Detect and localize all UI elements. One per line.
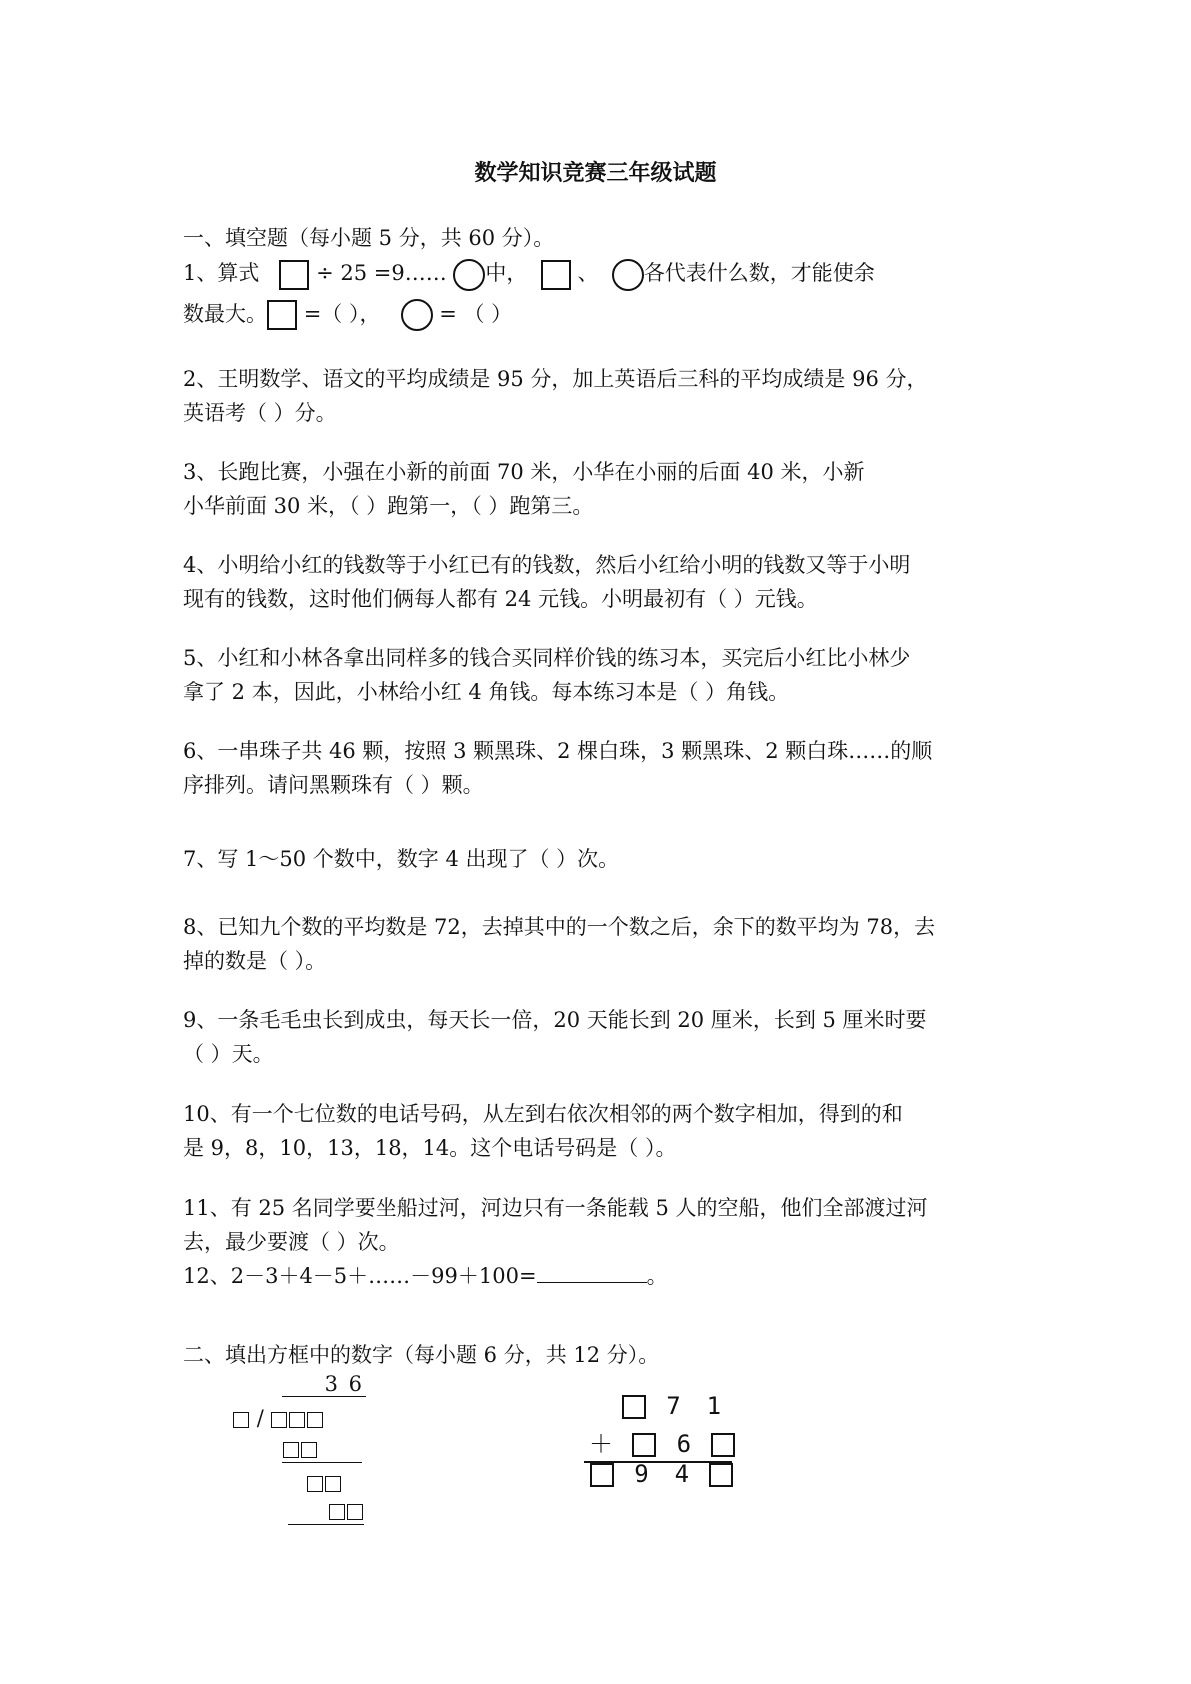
answer-box[interactable] [301,1442,317,1458]
answer-box[interactable] [541,260,571,290]
q1-text-a: 1、算式 [183,261,260,285]
answer-box[interactable] [289,1412,305,1428]
question-8 [183,910,1023,978]
answer-circle[interactable] [612,259,644,291]
question-line: 3、长跑比赛，小强在小新的前面 70 米，小华在小丽的后面 40 米，小新 [183,460,865,484]
q12-text: 12、2－3＋4－5＋……－99＋100= [183,1264,537,1288]
question-line: 小华前面 30 米，（ ）跑第一，（ ）跑第三。 [183,494,594,518]
answer-box[interactable] [279,260,309,290]
division-step-3 [288,1498,364,1525]
q1-text-g: =（ ）， [303,301,381,326]
question-line: 序排列。请问黑颗珠有（ ）颗。 [183,773,484,797]
question-line: 8、已知九个数的平均数是 72，去掉其中的一个数之后，余下的数平均为 78，去 [183,915,936,939]
q12-end: 。 [646,1264,668,1288]
question-11 [183,1191,1023,1259]
q1-text-f: 数最大。 [183,301,267,326]
addition-digit: 1 [706,1392,722,1420]
answer-box[interactable] [233,1412,249,1428]
question-line: 掉的数是（ ）。 [183,949,327,973]
answer-box[interactable] [283,1442,299,1458]
question-10 [183,1097,1023,1165]
addition-digit: 6 [676,1430,692,1458]
answer-box[interactable] [329,1504,345,1520]
question-line: 2、王明数学、语文的平均成绩是 95 分，加上英语后三科的平均成绩是 96 分， [183,367,928,391]
section-heading-fill-boxes: 二、填出方框中的数字（每小题 6 分，共 12 分）。 [183,1343,660,1367]
division-dividend-row [232,1406,324,1430]
answer-box[interactable] [590,1463,614,1487]
answer-blank[interactable] [537,1262,647,1283]
answer-box[interactable] [307,1476,323,1492]
addition-problem [582,1392,732,1492]
question-7 [183,842,1023,876]
addition-digit: 4 [674,1460,690,1488]
question-1 [183,256,1023,331]
answer-box[interactable] [632,1433,656,1457]
question-line: 英语考（ ）分。 [183,401,337,425]
division-step-2 [306,1470,342,1494]
question-line: （ ）天。 [183,1042,274,1066]
answer-box[interactable] [325,1476,341,1492]
answer-box[interactable] [347,1504,363,1520]
addition-digit: 9 [634,1460,649,1488]
question-4 [183,548,1023,616]
answer-box[interactable] [622,1395,646,1419]
q1-text-b: ÷ 25 =9…… [316,261,447,285]
answer-box[interactable] [307,1412,323,1428]
division-problem [230,1372,380,1532]
answer-box[interactable] [711,1433,735,1457]
division-step-1 [282,1436,362,1463]
division-quotient: 3 6 [282,1372,366,1397]
addition-row-1 [622,1392,727,1420]
question-line: 是 9，8，10，13，18，14。这个电话号码是（ ）。 [183,1136,677,1160]
page-title: 数学知识竞赛三年级试题 [474,160,717,186]
division-bracket: / [256,1406,264,1430]
q1-text-e: 各代表什么数，才能使余 [643,261,875,285]
section-heading-fill-blank: 一、填空题（每小题 5 分，共 60 分）。 [183,226,555,250]
plus-sign: ＋ [589,1430,613,1458]
addition-row-2 [584,1424,732,1463]
question-2 [183,362,1023,430]
question-line: 10、有一个七位数的电话号码，从左到右依次相邻的两个数字相加，得到的和 [183,1102,903,1126]
question-line: 4、小明给小红的钱数等于小红已有的钱数，然后小红给小明的钱数又等于小明 [183,553,911,577]
question-line: 现有的钱数，这时他们俩每人都有 24 元钱。小明最初有（ ）元钱。 [183,587,818,611]
question-3 [183,455,1023,523]
answer-circle[interactable] [453,259,485,291]
answer-circle[interactable] [401,299,433,331]
addition-digit: 7 [666,1392,681,1420]
question-9 [183,1003,1023,1071]
question-12 [183,1259,1023,1293]
question-line: 拿了 2 本，因此，小林给小红 4 角钱。每本练习本是（ ）角钱。 [183,680,790,704]
question-6 [183,734,1023,802]
q1-text-d: 、 [577,261,599,285]
question-line: 11、有 25 名同学要坐船过河，河边只有一条能载 5 人的空船，他们全部渡过河 [183,1196,928,1220]
answer-box[interactable] [271,1412,287,1428]
q1-text-c: 中， [485,261,528,285]
q1-text-h: = （ ） [439,301,513,326]
answer-box[interactable] [709,1463,733,1487]
question-line: 6、一串珠子共 46 颗，按照 3 颗黑珠、2 棵白珠，3 颗黑珠、2 颗白珠……的顺 [183,739,933,763]
question-line: 7、写 1～50 个数中，数字 4 出现了（ ）次。 [183,847,620,871]
question-5 [183,641,1023,709]
addition-row-3 [590,1460,733,1488]
question-line: 去，最少要渡（ ）次。 [183,1230,400,1254]
question-line: 9、一条毛毛虫长到成虫，每天长一倍，20 天能长到 20 厘米，长到 5 厘米时要 [183,1008,927,1032]
answer-box[interactable] [267,300,297,330]
question-line: 5、小红和小林各拿出同样多的钱合买同样价钱的练习本，买完后小红比小林少 [183,646,911,670]
